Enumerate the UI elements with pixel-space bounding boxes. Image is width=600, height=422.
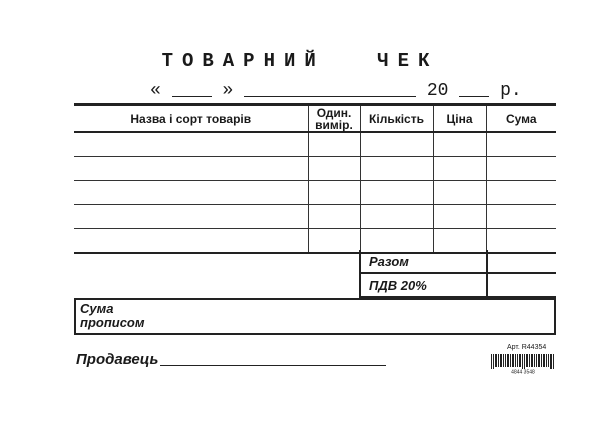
cell-price[interactable]	[433, 132, 486, 157]
sum-in-words-label-line2: прописом	[80, 315, 145, 330]
table-row	[74, 132, 556, 157]
totals-block	[359, 250, 556, 298]
table-row	[74, 181, 556, 205]
cell-quantity[interactable]	[360, 157, 433, 181]
year-suffix: р.	[500, 81, 522, 101]
date-line	[150, 80, 522, 101]
column-header-sum: Сума	[486, 105, 556, 133]
cell-name[interactable]	[74, 157, 308, 181]
column-header-unit	[308, 105, 360, 133]
table-row	[74, 205, 556, 229]
month-field[interactable]	[244, 80, 416, 97]
cell-unit[interactable]	[308, 181, 360, 205]
cell-unit[interactable]	[308, 229, 360, 254]
year-field[interactable]	[459, 80, 489, 97]
cell-sum[interactable]	[486, 205, 556, 229]
year-prefix: 20	[426, 81, 449, 101]
seller-signature-field[interactable]	[160, 350, 386, 366]
column-header-unit-line1: Один.	[316, 105, 352, 120]
cell-name[interactable]	[74, 181, 308, 205]
cell-quantity[interactable]	[360, 205, 433, 229]
document-title: ТОВАРНИЙ ЧЕК	[161, 50, 439, 72]
cell-price[interactable]	[433, 157, 486, 181]
vat-row	[359, 274, 556, 298]
seller-label: Продавець	[76, 351, 159, 368]
barcode-digits: 4844 3548	[511, 369, 535, 374]
close-quote: »	[222, 81, 234, 101]
column-header-unit-line2: вимір.	[315, 117, 353, 132]
table-row	[74, 157, 556, 181]
vat-label: ПДВ 20%	[359, 274, 486, 298]
sum-in-words-label-line1: Сума	[80, 301, 114, 316]
sum-in-words-field[interactable]	[74, 298, 556, 335]
day-field[interactable]	[172, 80, 212, 97]
cell-quantity[interactable]	[360, 132, 433, 157]
column-header-name: Назва і сорт товарів	[74, 105, 308, 133]
cell-unit[interactable]	[308, 205, 360, 229]
cell-name[interactable]	[74, 132, 308, 157]
column-header-price: Ціна	[433, 105, 486, 133]
cell-unit[interactable]	[308, 157, 360, 181]
vat-field[interactable]	[486, 274, 556, 298]
cell-price[interactable]	[433, 181, 486, 205]
barcode-icon	[490, 354, 556, 374]
cell-quantity[interactable]	[360, 181, 433, 205]
goods-table	[74, 103, 556, 254]
cell-name[interactable]	[74, 229, 308, 254]
cell-unit[interactable]	[308, 132, 360, 157]
cell-price[interactable]	[433, 205, 486, 229]
open-quote: «	[150, 81, 161, 101]
cell-sum[interactable]	[486, 181, 556, 205]
table-header	[74, 105, 556, 133]
cell-sum[interactable]	[486, 132, 556, 157]
cell-name[interactable]	[74, 205, 308, 229]
seller-line	[76, 350, 386, 368]
subtotal-label: Разом	[359, 250, 486, 274]
article-number: Арт. R44354	[507, 344, 547, 351]
subtotal-field[interactable]	[486, 250, 556, 274]
cell-sum[interactable]	[486, 157, 556, 181]
subtotal-row	[359, 250, 556, 274]
column-header-quantity: Кількість	[360, 105, 433, 133]
